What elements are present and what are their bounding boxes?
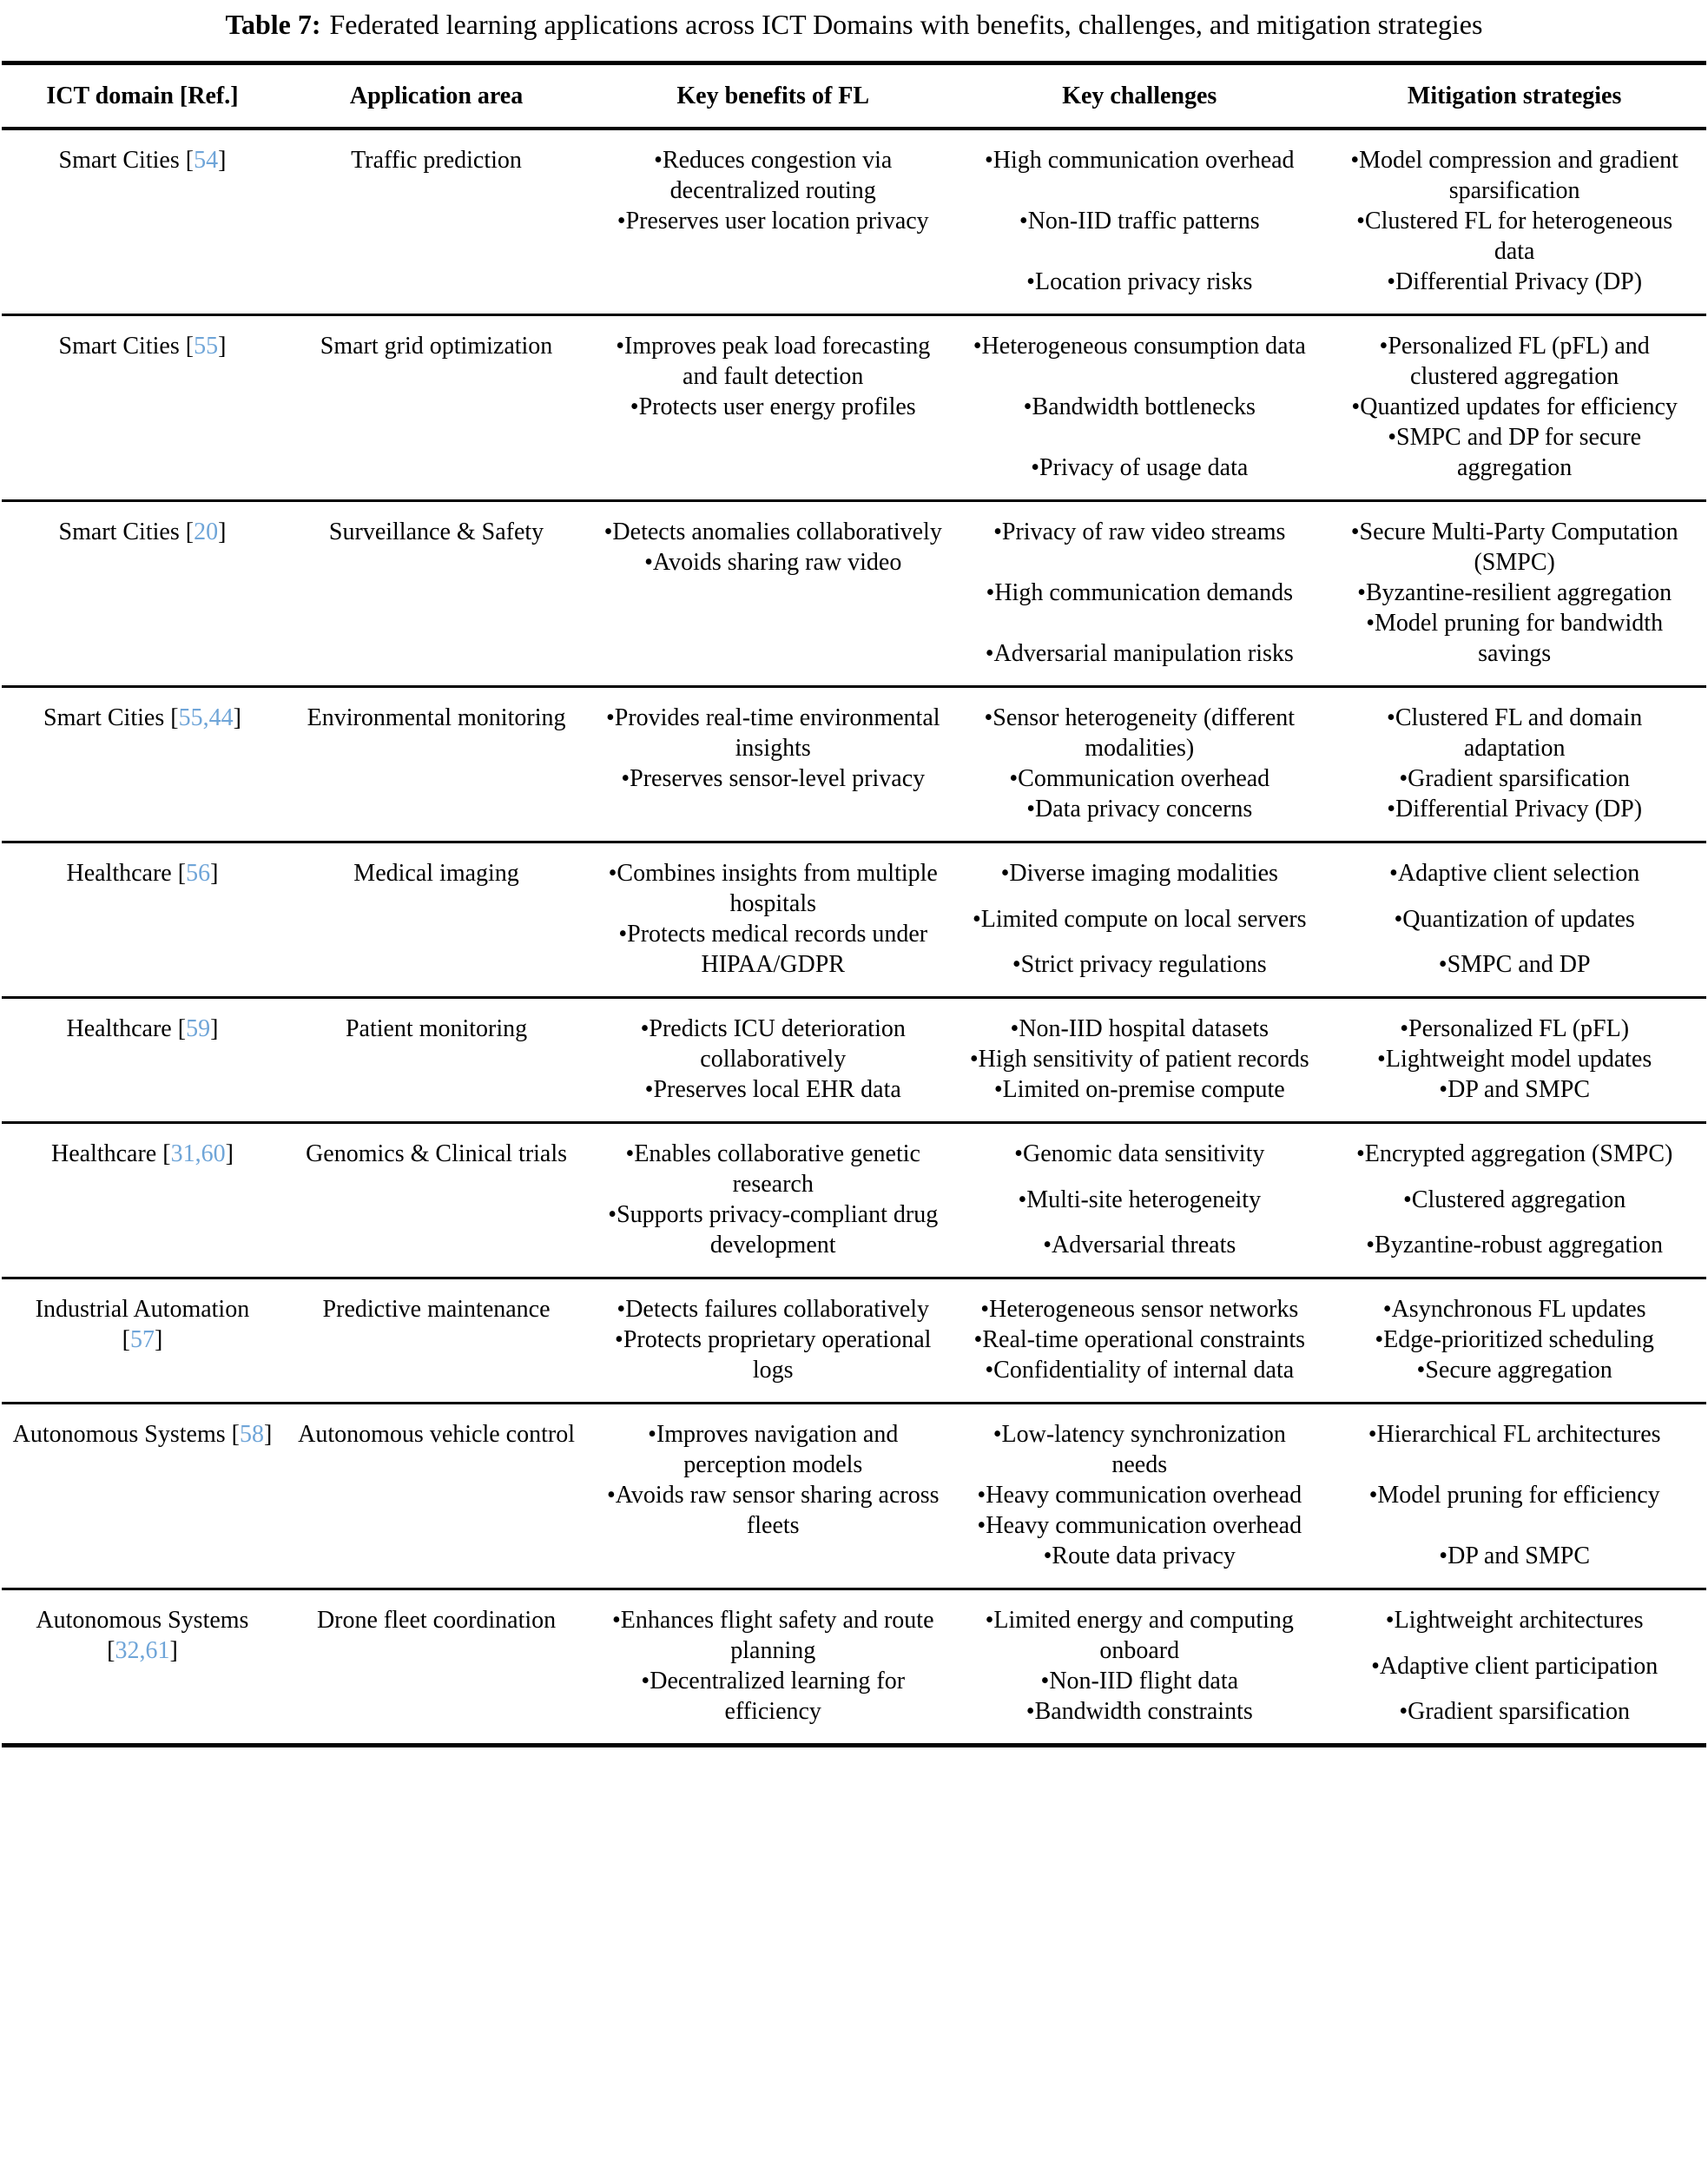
bullet-item: • Adversarial manipulation risks (966, 638, 1312, 669)
citation-link[interactable]: 58 (239, 1421, 264, 1448)
bullet-item: • Non-IID flight data (966, 1666, 1312, 1696)
table-row (2, 501, 1706, 687)
bullet-item: • High sensitivity of patient records (966, 1044, 1312, 1074)
citation-close-bracket: ] (263, 1421, 273, 1448)
cell-benefits (590, 842, 956, 998)
citation-link[interactable]: 55,44 (178, 704, 234, 731)
bullet-item: • SMPC and DP (1333, 949, 1696, 980)
cell-application-area (283, 315, 590, 501)
application-area-text: Autonomous vehicle control (298, 1421, 575, 1448)
challenges-list (966, 1139, 1312, 1260)
bullet-item: • Asynchronous FL updates (1333, 1294, 1696, 1325)
benefits-list (600, 145, 946, 297)
citation-close-bracket: ] (218, 333, 227, 360)
benefits-list (600, 1294, 946, 1385)
mitigations-list (1333, 145, 1696, 297)
bullet-item: • Clustered aggregation (1333, 1185, 1696, 1215)
cell-mitigations (1322, 501, 1706, 687)
cell-mitigations (1322, 129, 1706, 315)
benefits-list (600, 703, 946, 824)
bullet-item: • Enhances flight safety and route planning (600, 1605, 946, 1666)
cell-benefits (590, 998, 956, 1123)
cell-application-area (283, 1123, 590, 1278)
bullet-item: • Gradient sparsification (1333, 1696, 1696, 1727)
mitigations-list (1333, 858, 1696, 980)
cell-challenges (956, 1123, 1322, 1278)
cell-benefits (590, 315, 956, 501)
bullet-item: • SMPC and DP for secure aggregation (1333, 422, 1696, 483)
bullet-item: • Multi-site heterogeneity (966, 1185, 1312, 1215)
citation-link[interactable]: 31,60 (170, 1140, 226, 1167)
cell-application-area (283, 1404, 590, 1589)
bullet-item: • Sensor heterogeneity (different modalities) (966, 703, 1312, 763)
bullet-item: • Personalized FL (pFL) and clustered aggregation (1333, 331, 1696, 392)
bullet-item: • Byzantine-robust aggregation (1333, 1230, 1696, 1260)
citation-open-bracket: [ (177, 860, 187, 887)
column-header-ict-domain: ICT domain [Ref.] (2, 63, 283, 129)
bullet-item: • Supports privacy-compliant drug development (600, 1199, 946, 1260)
domain-text: Healthcare (66, 860, 172, 887)
cell-benefits (590, 1589, 956, 1746)
bullet-item: • Provides real-time environmental insights (600, 703, 946, 763)
application-area-text: Traffic prediction (351, 147, 522, 174)
citation-link[interactable]: 55 (194, 333, 219, 360)
bullet-item: • Gradient sparsification (1333, 763, 1696, 794)
cell-ict-domain (2, 1589, 283, 1746)
bullet-item: • Clustered FL and domain adaptation (1333, 703, 1696, 763)
cell-application-area (283, 501, 590, 687)
cell-challenges (956, 129, 1322, 315)
citation-open-bracket: [ (107, 1637, 115, 1664)
citation-close-bracket: ] (218, 519, 227, 545)
column-header-key-benefits: Key benefits of FL (590, 63, 956, 129)
table-row (2, 687, 1706, 842)
bullet-item: • Heavy communication overhead (966, 1510, 1312, 1541)
cell-ict-domain (2, 998, 283, 1123)
citation-open-bracket: [ (185, 519, 195, 545)
citation-link[interactable]: 20 (194, 519, 219, 545)
table-caption-label: Table 7: (225, 9, 321, 40)
bullet-item: • Preserves user location privacy (600, 206, 946, 236)
bullet-item: • Diverse imaging modalities (966, 858, 1312, 889)
cell-challenges (956, 687, 1322, 842)
citation-open-bracket: [ (170, 704, 179, 731)
bullet-item: • Low-latency synchronization needs (966, 1419, 1312, 1480)
citation-open-bracket: [ (185, 333, 195, 360)
bullet-item: • Real-time operational constraints (966, 1325, 1312, 1355)
column-header-mitigation-strategies: Mitigation strategies (1322, 63, 1706, 129)
mitigations-list (1333, 1014, 1696, 1105)
citation-close-bracket: ] (225, 1140, 234, 1167)
bullet-item: • Protects medical records under HIPAA/GDPR (600, 919, 946, 980)
bullet-item: • Heterogeneous sensor networks (966, 1294, 1312, 1325)
bullet-item: • Quantization of updates (1333, 904, 1696, 935)
table-caption-text: Federated learning applications across ICT Domains with benefits, challenges, and mitigation strategies (329, 9, 1483, 40)
bullet-item: • Data privacy concerns (966, 794, 1312, 824)
header-row (2, 63, 1706, 129)
bullet-item: • Non-IID traffic patterns (966, 206, 1312, 236)
cell-application-area (283, 687, 590, 842)
citation-close-bracket: ] (233, 704, 241, 731)
citation-close-bracket: ] (210, 1015, 219, 1042)
citation-link[interactable]: 54 (194, 147, 219, 174)
domain-label (12, 703, 273, 733)
bullet-item: • Limited on-premise compute (966, 1074, 1312, 1105)
cell-benefits (590, 687, 956, 842)
bullet-item: • Secure Multi-Party Computation (SMPC) (1333, 517, 1696, 578)
domain-text: Healthcare (50, 1140, 157, 1167)
cell-mitigations (1322, 998, 1706, 1123)
citation-close-bracket: ] (154, 1326, 163, 1353)
domain-label (12, 1294, 273, 1355)
challenges-list (966, 145, 1312, 297)
bullet-item: • DP and SMPC (1333, 1541, 1696, 1571)
bullet-item: • Limited compute on local servers (966, 904, 1312, 935)
citation-open-bracket: [ (231, 1421, 240, 1448)
table-row (2, 998, 1706, 1123)
application-area-text: Environmental monitoring (307, 704, 566, 731)
bullet-item: • Improves peak load forecasting and fault detection (600, 331, 946, 392)
cell-ict-domain (2, 687, 283, 842)
mitigations-list (1333, 517, 1696, 669)
cell-application-area (283, 998, 590, 1123)
challenges-list (966, 1294, 1312, 1385)
challenges-list (966, 858, 1312, 980)
bullet-item: • Location privacy risks (966, 267, 1312, 297)
domain-label (12, 145, 273, 175)
cell-mitigations (1322, 1278, 1706, 1404)
challenges-list (966, 1014, 1312, 1105)
cell-benefits (590, 1404, 956, 1589)
bullet-item: • Detects failures collaboratively (600, 1294, 946, 1325)
bullet-item: • Detects anomalies collaboratively (600, 517, 946, 547)
bullet-item: • Differential Privacy (DP) (1333, 267, 1696, 297)
table-row (2, 1589, 1706, 1746)
benefits-list (600, 517, 946, 669)
cell-mitigations (1322, 1589, 1706, 1746)
domain-label (12, 331, 273, 361)
cell-benefits (590, 501, 956, 687)
mitigations-list (1333, 1294, 1696, 1385)
bullet-item: • Protects user energy profiles (600, 392, 946, 422)
cell-benefits (590, 1278, 956, 1404)
citation-close-bracket: ] (218, 147, 227, 174)
bullet-item: • Privacy of raw video streams (966, 517, 1312, 547)
table-row (2, 1404, 1706, 1589)
domain-label (12, 1419, 273, 1450)
bullet-item: • Route data privacy (966, 1541, 1312, 1571)
cell-challenges (956, 1404, 1322, 1589)
cell-benefits (590, 129, 956, 315)
domain-label (12, 858, 273, 889)
bullet-item: • Byzantine-resilient aggregation (1333, 578, 1696, 608)
application-area-text: Genomics & Clinical trials (306, 1140, 568, 1167)
benefits-list (600, 858, 946, 980)
cell-ict-domain (2, 1123, 283, 1278)
cell-benefits (590, 1123, 956, 1278)
cell-application-area (283, 1589, 590, 1746)
challenges-list (966, 1605, 1312, 1727)
bullet-item: • Differential Privacy (DP) (1333, 794, 1696, 824)
bullet-item: • Clustered FL for heterogeneous data (1333, 206, 1696, 267)
bullet-item: • Communication overhead (966, 763, 1312, 794)
benefits-list (600, 331, 946, 483)
bullet-item: • Lightweight model updates (1333, 1044, 1696, 1074)
mitigations-list (1333, 1419, 1696, 1571)
bullet-item: • Edge-prioritized scheduling (1333, 1325, 1696, 1355)
fl-applications-table (2, 61, 1706, 1747)
bullet-item: • Adaptive client participation (1333, 1651, 1696, 1681)
bullet-item: • DP and SMPC (1333, 1074, 1696, 1105)
bullet-item: • Non-IID hospital datasets (966, 1014, 1312, 1044)
citation-link[interactable]: 59 (186, 1015, 211, 1042)
domain-text: Smart Cities (43, 704, 165, 731)
domain-text: Smart Cities (58, 147, 180, 174)
mitigations-list (1333, 1139, 1696, 1260)
bullet-item: • Enables collaborative genetic research (600, 1139, 946, 1199)
application-area-text: Drone fleet coordination (316, 1607, 557, 1634)
bullet-item: • Secure aggregation (1333, 1355, 1696, 1385)
table-row (2, 129, 1706, 315)
column-header-key-challenges: Key challenges (956, 63, 1322, 129)
citation-open-bracket: [ (122, 1326, 130, 1353)
cell-ict-domain (2, 501, 283, 687)
bullet-item: • High communication overhead (966, 145, 1312, 175)
mitigations-list (1333, 331, 1696, 483)
mitigations-list (1333, 1605, 1696, 1727)
bullet-item: • High communication demands (966, 578, 1312, 608)
cell-challenges (956, 1278, 1322, 1404)
bullet-item: • Genomic data sensitivity (966, 1139, 1312, 1169)
table-row (2, 1123, 1706, 1278)
benefits-list (600, 1139, 946, 1260)
cell-application-area (283, 842, 590, 998)
citation-close-bracket: ] (169, 1637, 178, 1664)
cell-ict-domain (2, 129, 283, 315)
bullet-item: • Heavy communication overhead (966, 1480, 1312, 1510)
mitigations-list (1333, 703, 1696, 824)
cell-application-area (283, 129, 590, 315)
bullet-item: • Reduces congestion via decentralized routing (600, 145, 946, 206)
cell-challenges (956, 315, 1322, 501)
cell-challenges (956, 842, 1322, 998)
bullet-item: • Preserves local EHR data (600, 1074, 946, 1105)
cell-mitigations (1322, 687, 1706, 842)
domain-text: Smart Cities (58, 519, 180, 545)
benefits-list (600, 1014, 946, 1105)
challenges-list (966, 703, 1312, 824)
domain-label (12, 517, 273, 547)
challenges-list (966, 1419, 1312, 1571)
domain-label (12, 1139, 273, 1169)
cell-challenges (956, 998, 1322, 1123)
table-row (2, 842, 1706, 998)
cell-mitigations (1322, 1404, 1706, 1589)
bullet-item: • Strict privacy regulations (966, 949, 1312, 980)
bullet-item: • Bandwidth constraints (966, 1696, 1312, 1727)
bullet-item: • Quantized updates for efficiency (1333, 392, 1696, 422)
bullet-item: • Preserves sensor-level privacy (600, 763, 946, 794)
cell-challenges (956, 1589, 1322, 1746)
challenges-list (966, 517, 1312, 669)
bullet-item: • Model pruning for efficiency (1333, 1480, 1696, 1510)
bullet-item: • Encrypted aggregation (SMPC) (1333, 1139, 1696, 1169)
citation-open-bracket: [ (177, 1015, 187, 1042)
bullet-item: • Personalized FL (pFL) (1333, 1014, 1696, 1044)
bullet-item: • Improves navigation and perception models (600, 1419, 946, 1480)
citation-close-bracket: ] (210, 860, 219, 887)
cell-mitigations (1322, 1123, 1706, 1278)
application-area-text: Surveillance & Safety (328, 519, 544, 545)
bullet-item: • Limited energy and computing onboard (966, 1605, 1312, 1666)
cell-ict-domain (2, 1278, 283, 1404)
application-area-text: Patient monitoring (345, 1015, 528, 1042)
bullet-item: • Protects proprietary operational logs (600, 1325, 946, 1385)
cell-application-area (283, 1278, 590, 1404)
cell-ict-domain (2, 842, 283, 998)
bullet-item: • Adversarial threats (966, 1230, 1312, 1260)
application-area-text: Smart grid optimization (320, 333, 553, 360)
citation-open-bracket: [ (185, 147, 195, 174)
bullet-item: • Adaptive client selection (1333, 858, 1696, 889)
bullet-item: • Model pruning for bandwidth savings (1333, 608, 1696, 669)
table-row (2, 315, 1706, 501)
domain-text: Autonomous Systems (36, 1607, 249, 1634)
bullet-item: • Lightweight architectures (1333, 1605, 1696, 1635)
bullet-item: • Hierarchical FL architectures (1333, 1419, 1696, 1450)
citation-open-bracket: [ (162, 1140, 171, 1167)
bullet-item: • Avoids sharing raw video (600, 547, 946, 578)
benefits-list (600, 1419, 946, 1571)
bullet-item: • Decentralized learning for efficiency (600, 1666, 946, 1727)
cell-ict-domain (2, 315, 283, 501)
application-area-text: Predictive maintenance (322, 1296, 551, 1323)
bullet-item: • Bandwidth bottlenecks (966, 392, 1312, 422)
domain-text: Autonomous Systems (12, 1421, 226, 1448)
bullet-item: • Avoids raw sensor sharing across fleets (600, 1480, 946, 1541)
domain-text: Healthcare (66, 1015, 172, 1042)
bullet-item: • Combines insights from multiple hospitals (600, 858, 946, 919)
cell-ict-domain (2, 1404, 283, 1589)
benefits-list (600, 1605, 946, 1727)
bullet-item: • Heterogeneous consumption data (966, 331, 1312, 361)
application-area-text: Medical imaging (353, 860, 519, 887)
domain-text: Smart Cities (58, 333, 180, 360)
challenges-list (966, 331, 1312, 483)
citation-link[interactable]: 32,61 (115, 1637, 170, 1664)
bullet-item: • Predicts ICU deterioration collaboratively (600, 1014, 946, 1074)
citation-link[interactable]: 57 (129, 1326, 155, 1353)
bullet-item: • Model compression and gradient sparsification (1333, 145, 1696, 206)
domain-text: Industrial Automation (35, 1296, 250, 1323)
domain-label (12, 1014, 273, 1044)
column-header-application-area: Application area (283, 63, 590, 129)
cell-challenges (956, 501, 1322, 687)
cell-mitigations (1322, 315, 1706, 501)
bullet-item: • Confidentiality of internal data (966, 1355, 1312, 1385)
table-row (2, 1278, 1706, 1404)
domain-label (12, 1605, 273, 1666)
cell-mitigations (1322, 842, 1706, 998)
bullet-item: • Privacy of usage data (966, 453, 1312, 483)
table-caption (2, 7, 1706, 42)
citation-link[interactable]: 56 (186, 860, 211, 887)
